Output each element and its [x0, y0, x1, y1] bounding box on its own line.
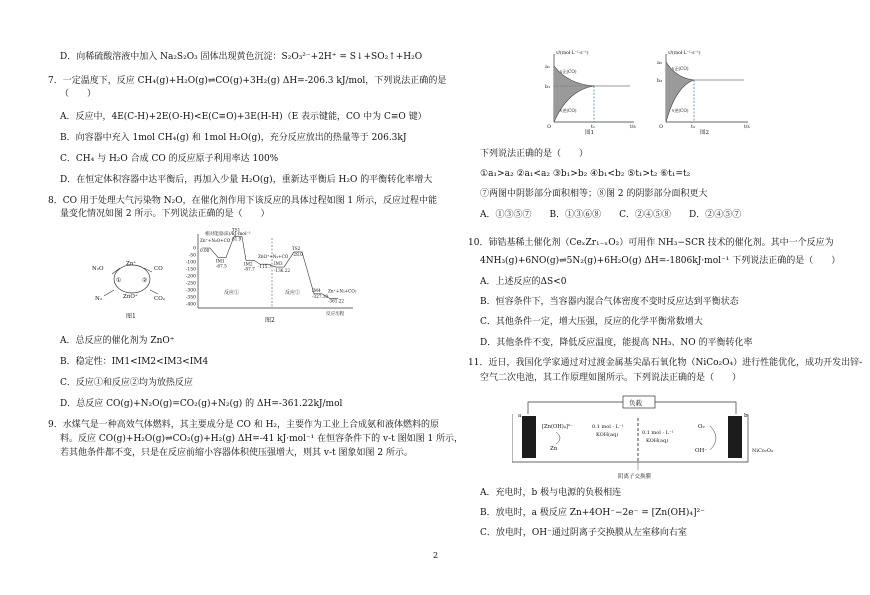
fig2-ytick: -400: [185, 302, 196, 308]
q10-option-b: B．恒容条件下，当容器内混合气体密度不变时反应达到平衡状态: [480, 297, 739, 307]
vt-figure-1: [538, 48, 638, 136]
vt1-a: a₁: [545, 64, 550, 70]
fig2-level-label: -361.22: [328, 298, 345, 304]
fig1-r1: ①: [116, 277, 122, 284]
fig2-ytick: -100: [185, 260, 196, 266]
fig2-level-label: -136.22: [274, 268, 291, 274]
q11-stem-2: 空气二次电池，其工作原理如图所示。下列说法正确的是（ ）: [480, 373, 742, 383]
q8-option-c: C．反应①和反应②均为放热反应: [60, 378, 193, 388]
fig1-co2: CO₂: [154, 296, 165, 302]
vt2-vf: v正(CO): [672, 66, 689, 71]
vt1-t: t₁: [591, 124, 596, 130]
cell-load: 负载: [629, 399, 642, 407]
catalytic-cycle-figure: [92, 252, 172, 320]
q7-option-a: A．反应中，4E(C-H)+2E(O-H)<E(C≡O)+3E(H-H)（E 表示键能，CO 中为 C≡O 键）: [60, 112, 427, 122]
q10-stem-2: 4NH₃(g)+6NO(g)⇌5N₂(g)+6H₂O(g) ΔH=-1806kJ·mol⁻¹ 下列说法正确的是（ ）: [480, 256, 841, 266]
q6-option-d: D．向稀硫酸溶液中加入 Na₂S₂O₃ 固体出现黄色沉淀：S₂O₃²⁻+2H⁺ = S↓+SO₂↑+H₂O: [60, 52, 423, 62]
q8-stem: 8．CO 用于处理大气污染物 N₂O，在催化剂作用下该反应的具体过程如图 1 所示，反应过程中能: [48, 196, 438, 206]
fig2-stage2: 反应②: [285, 290, 301, 296]
zinc-air-cell-figure: [512, 392, 796, 480]
cell-b: b: [744, 413, 748, 419]
vt1-caption: 图1: [585, 130, 594, 136]
q10-option-a: A．上述反应的ΔS<0: [480, 277, 567, 287]
vt2-ylabel: v/(mol·L⁻¹·s⁻¹): [668, 51, 701, 56]
cell-zn: Zn: [550, 446, 558, 452]
energy-profile-figure: [168, 228, 368, 326]
fig1-r2: ②: [142, 277, 148, 284]
fig2-ytick: 0: [193, 246, 196, 252]
q7-stem: 7．一定温度下，反应 CH₄(g)+H₂O(g)⇌CO(g)+3H₂(g) ΔH=-206.3 kJ/mol，下列说法正确的是: [48, 76, 447, 86]
fig2-ytick: -250: [185, 281, 196, 287]
q9-options-2: ⑦两图中阴影部分面积相等；⑧图 2 的阴影部分面积更大: [480, 189, 708, 199]
cell-nico: NiCo₂O₄: [752, 448, 773, 454]
vt2-origin: O: [659, 124, 664, 130]
vt1-b: b₁: [545, 84, 551, 90]
fig2-level-label: TS1: [232, 228, 241, 233]
q7-option-d: D．在恒定体积容器中达平衡后，再加入少量 H₂O(g)，重新达平衡后 H₂O 的平衡转化率增大: [60, 175, 433, 185]
fig1-caption: 图1: [126, 313, 136, 320]
fig2-level-label: ZnO⁺+N₂+CO: [258, 254, 289, 260]
vt1-xlabel: t/s: [630, 125, 636, 130]
q7-option-b: B．向容器中充入 1mol CH₄(g) 和 1mol H₂O(g)，充分反应放出的热量等于 206.3kJ: [60, 133, 407, 143]
q10-option-d: D．其他条件不变，降低反应温度，能提高 NH₃、NO 的平衡转化率: [480, 338, 753, 348]
q8-option-b: B．稳定性：IM1<IM2<IM3<IM4: [60, 357, 209, 367]
cell-koh-l2: KOH(aq): [596, 432, 619, 438]
fig2-level-label: -28.0: [292, 251, 303, 257]
fig1-n2o: N₂O: [92, 266, 104, 272]
q11-stem-1: 11．近日，我国化学家通过对过渡金属基尖晶石氧化物（NiCo₂O₄）进行性能优化，成功开发出锌-: [468, 358, 863, 368]
fig2-level-label: 0.00: [200, 248, 210, 253]
fig1-zn: Zn⁺: [126, 261, 137, 267]
fig2-ylabel: 相对能量(E)/kJ·mol⁻¹: [205, 232, 251, 237]
fig2-ytick: -50: [188, 253, 196, 259]
fig2-level-label: 81.9: [232, 236, 242, 242]
cell-kohr-l1: 0.1 mol · L⁻¹: [642, 430, 674, 436]
vt2-xlabel: t/s: [744, 125, 750, 130]
vt1-origin: O: [547, 124, 552, 130]
fig2-level-label: IM4: [312, 287, 321, 293]
fig2-level-label: Zn⁺+N₂+CO₂: [328, 288, 357, 294]
fig1-zno: ZnO⁺: [123, 294, 138, 300]
vt2-caption: 图2: [700, 130, 709, 136]
cell-kohr-l2: KOH(aq): [646, 438, 669, 444]
q10-option-c: C．其他条件一定，增大压强，反应的化学平衡常数增大: [480, 317, 703, 327]
cell-a: a: [518, 413, 522, 419]
fig2-stage1: 反应①: [224, 290, 240, 296]
q9-stem-2: 料。反应 CO(g)+H₂O(g)⇌CO₂(g)+H₂(g) ΔH=-41 kJ·mol⁻¹ 在恒容条件下的 v-t 图如图 1 所示，: [60, 434, 464, 444]
q8-stem-2: 量变化情况如图 2 所示。下列说法正确的是（ ）: [60, 209, 270, 219]
q8-option-d: D．总反应 CO(g)+N₂O(g)=CO₂(g)+N₂(g) 的 ΔH=-361.22kJ/mol: [60, 399, 343, 409]
vt-figure-2: [650, 48, 752, 136]
q7-option-c: C．CH₄ 与 H₂O 合成 CO 的反应原子利用率达 100%: [60, 154, 279, 164]
fig2-level-label: Zn⁺+N₂O+CO: [200, 238, 231, 243]
q11-option-a: A．充电时，b 极与电源的负极相连: [480, 488, 622, 498]
fig2-level-label: TS2: [292, 245, 301, 251]
fig2-ytick: -300: [185, 288, 196, 294]
q9-options-1: ①a₁>a₂ ②a₁<a₂ ③b₁>b₂ ④b₁<b₂ ⑤t₁>t₂ ⑥t₁=t₂: [480, 169, 691, 179]
fig2-ytick: -200: [185, 274, 196, 280]
q9-stem-1: 9．水煤气是一种高效气体燃料，其主要成分是 CO 和 H₂，主要作为工业上合成氨和液体燃料的原: [48, 420, 440, 430]
q11-option-b: B．放电时，a 极反应 Zn+4OH⁻−2e⁻ = [Zn(OH)₄]²⁻: [480, 508, 705, 518]
q9-choices: A．①③⑤⑦ B．①③⑥⑧ C．②④⑤⑧ D．②④⑤⑦: [480, 210, 742, 220]
fig2-level-label: -115.7: [258, 264, 272, 270]
fig2-level-label: -87.7: [244, 266, 255, 272]
fig1-n2: N₂: [95, 296, 103, 302]
cell-membrane: 阴离子交换膜: [618, 474, 652, 480]
q9-ask: 下列说法正确的是（ ）: [480, 149, 589, 159]
q9-stem-3: 若其他条件都不变，只是在反应前缩小容器体积使压强增大，则其 v-t 图象如图 2 所示。: [60, 448, 413, 458]
q10-stem-1: 10．铈锆基稀土催化剂（CeₓZr₁₋ₓO₂）可用作 NH₃−SCR 技术的催化剂。其中一个反应为: [468, 238, 834, 248]
vt2-t: t₂: [691, 124, 696, 130]
vt1-vf: v正(CO): [560, 69, 577, 74]
q7-stem-paren: （ ）: [60, 89, 97, 99]
cell-o2: O₂: [698, 424, 705, 430]
fig2-level-label: -327.10: [312, 293, 329, 299]
cell-koh-l1: 0.1 mol · L⁻¹: [592, 424, 624, 430]
fig2-level-label: IM2: [244, 261, 253, 267]
fig2-ytick: -350: [185, 295, 196, 301]
vt1-ylabel: v/(mol·L⁻¹·s⁻¹): [556, 51, 589, 56]
vt2-vr: v逆(CO): [672, 108, 689, 113]
fig2-level-label: -67.5: [216, 263, 227, 269]
cell-oh: OH⁻: [695, 448, 708, 454]
vt1-vr: v逆(CO): [560, 108, 577, 113]
fig2-level-label: IM1: [216, 258, 225, 264]
fig2-ytick: -150: [185, 267, 196, 273]
q11-option-c: C．放电时，OH⁻通过阴离子交换膜从左室移向右室: [480, 528, 687, 538]
page-number: 2: [433, 551, 439, 560]
cell-zncomplex: [Zn(OH)₄]²⁻: [542, 424, 573, 430]
q8-option-a: A．总反应的催化剂为 ZnO⁺: [60, 336, 175, 346]
fig2-caption: 图2: [265, 317, 275, 324]
fig2-xlabel: 反应历程: [326, 312, 345, 317]
vt2-b: b₂: [657, 78, 663, 84]
fig2-level-label: IM3: [274, 261, 283, 267]
vt2-a: a₂: [657, 60, 662, 66]
fig1-co: CO: [154, 266, 163, 272]
